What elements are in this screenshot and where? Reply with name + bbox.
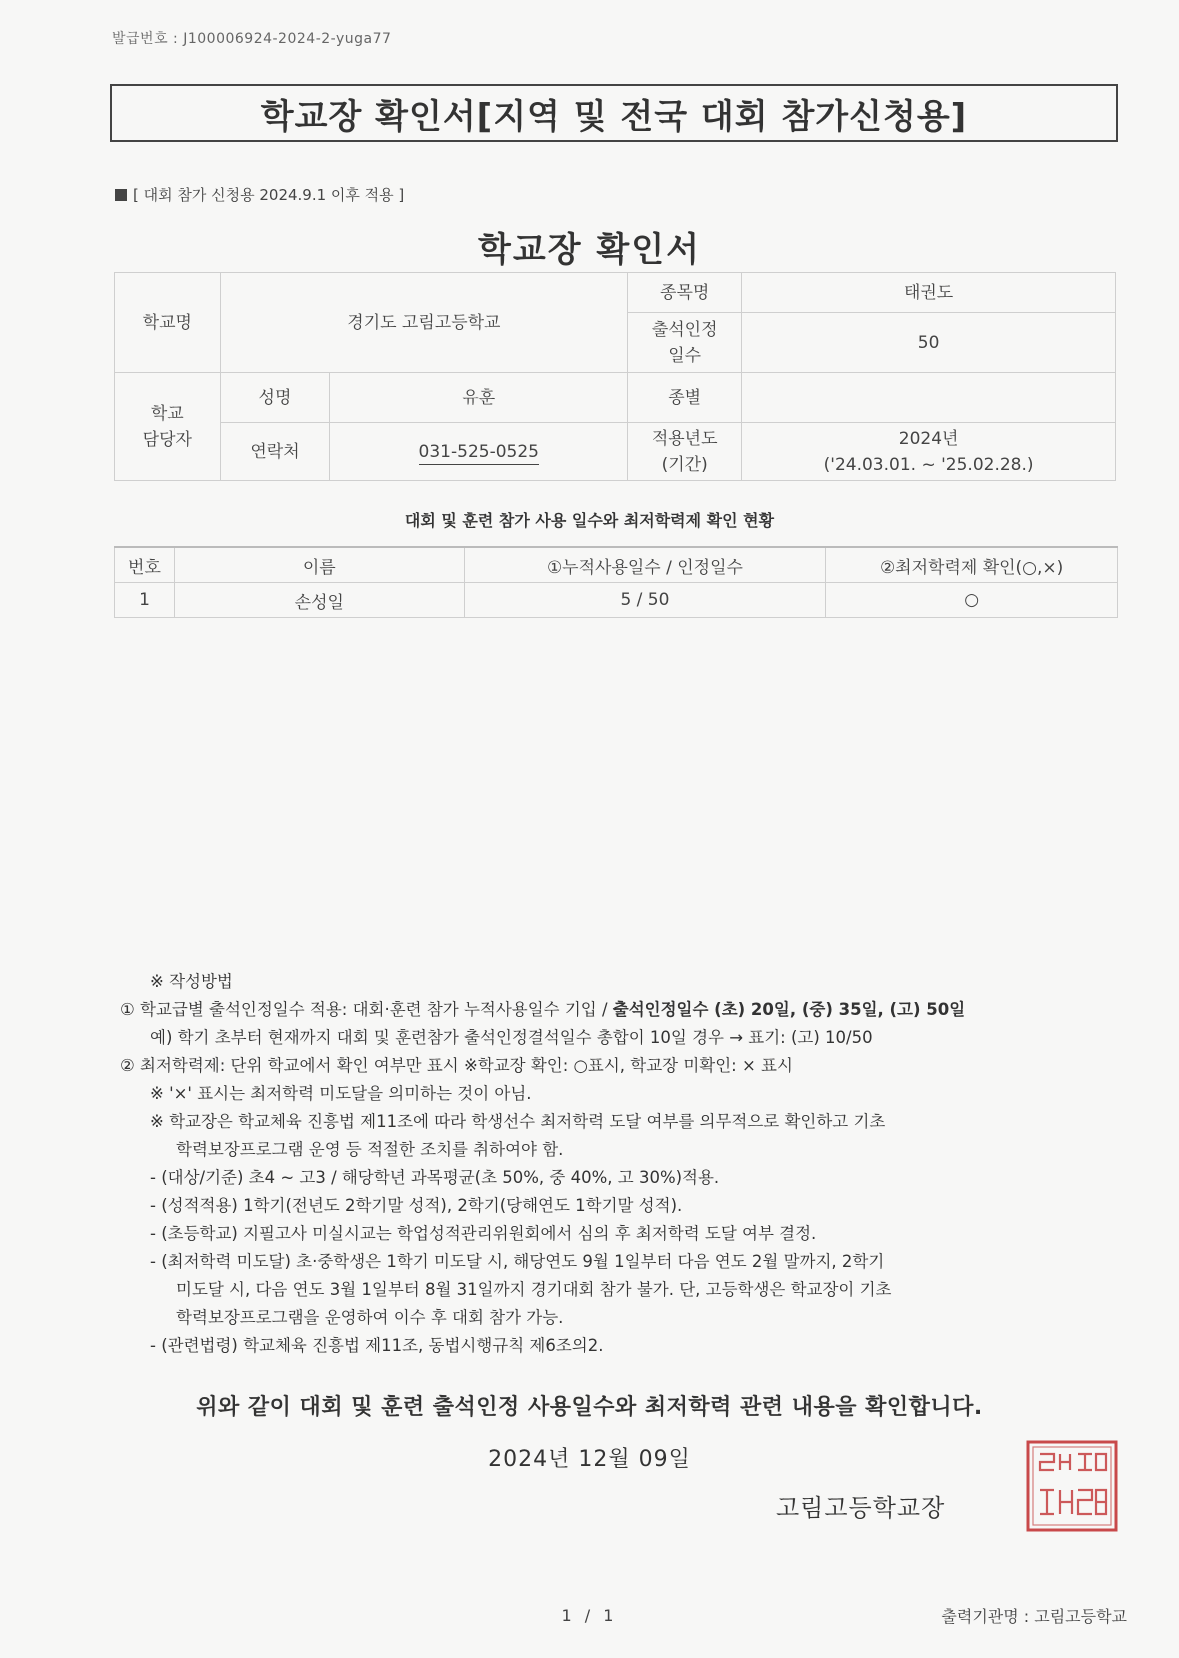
- instructions-heading: ※ 작성방법: [150, 972, 233, 991]
- period-range: ('24.03.01. ~ '25.02.28.): [823, 454, 1034, 475]
- row-days: 5 / 50: [464, 583, 826, 618]
- school-seal-stamp: [1024, 1438, 1120, 1534]
- info-table: [114, 272, 1116, 481]
- confirmation-statement: 위와 같이 대회 및 훈련 출석인정 사용일수와 최저학력 관련 내용을 확인합니다.: [196, 1395, 983, 1420]
- col-days: ①누적사용일수 / 인정일수: [464, 547, 826, 583]
- period-value: [742, 423, 1116, 481]
- attendance-label-line2: 일수: [668, 345, 702, 366]
- period-label-line2: (기간): [661, 454, 708, 475]
- attendance-label: [628, 313, 742, 373]
- instructions: [120, 968, 1130, 1360]
- period-year: 2024년: [898, 428, 959, 449]
- instruction-line: [120, 996, 1130, 1024]
- manager-label-line1: 학교: [150, 403, 184, 424]
- printing-institution: 출력기관명 : 고림고등학교: [941, 1607, 1127, 1626]
- manager-label: [115, 373, 221, 481]
- period-label-line1: 적용년도: [651, 428, 718, 449]
- instruction-line: - (최저학력 미도달) 초·중학생은 1학기 미도달 시, 해당연도 9월 1일부터 다음 연도 2월 말까지, 2학기: [150, 1252, 885, 1271]
- school-label: 학교명: [115, 273, 221, 373]
- name-label: 성명: [220, 373, 330, 423]
- usage-note-text: [ 대회 참가 신청용 2024.9.1 이후 적용 ]: [133, 186, 405, 204]
- status-header-row: [115, 547, 1118, 583]
- attendance-value: 50: [742, 313, 1116, 373]
- row-name: 손성일: [174, 583, 464, 618]
- usage-note: [115, 184, 404, 205]
- contact-label: 연락처: [220, 423, 330, 481]
- col-check: ②최저학력제 확인(○,×): [826, 547, 1118, 583]
- principal-name: 고림고등학교장: [776, 1494, 946, 1522]
- col-number: 번호: [115, 547, 175, 583]
- contact-value: 031-525-0525: [419, 442, 539, 465]
- instruction-l1a: ① 학교급별 출석인정일수 적용: 대회·훈련 참가 누적사용일수 기입 /: [120, 1000, 613, 1019]
- square-bullet-icon: [115, 189, 127, 201]
- instruction-line: - (대상/기준) 초4 ~ 고3 / 해당학년 과목평균(초 50%, 중 40%, 고 30%)적용.: [150, 1168, 720, 1187]
- sport-label: 종목명: [628, 273, 742, 313]
- category-value: [742, 373, 1116, 423]
- name-value: 유훈: [330, 373, 628, 423]
- category-label: 종별: [628, 373, 742, 423]
- instruction-line: 예) 학기 초부터 현재까지 대회 및 훈련참가 출석인정결석일수 총합이 10일 경우 → 표기: (고) 10/50: [150, 1028, 873, 1047]
- row-check: ○: [826, 583, 1118, 618]
- main-title: 학교장 확인서: [478, 230, 701, 270]
- instruction-line: - (성적적용) 1학기(전년도 2학기말 성적), 2학기(당해연도 1학기말 성적).: [150, 1196, 683, 1215]
- page-number: 1 / 1: [561, 1606, 618, 1625]
- period-label: [628, 423, 742, 481]
- sport-value: 태권도: [742, 273, 1116, 313]
- row-number: 1: [115, 583, 175, 618]
- instruction-line: - (관련법령) 학교체육 진흥법 제11조, 동법시행규칙 제6조의2.: [150, 1336, 604, 1355]
- col-name: 이름: [174, 547, 464, 583]
- instruction-line: 학력보장프로그램 운영 등 적절한 조치를 취하여야 함.: [176, 1140, 564, 1159]
- document-title-box: 학교장 확인서[지역 및 전국 대회 참가신청용]: [110, 84, 1118, 142]
- school-value: 경기도 고림고등학교: [220, 273, 628, 373]
- contact-value-cell: [330, 423, 628, 481]
- instruction-line: ② 최저학력제: 단위 학교에서 확인 여부만 표시 ※학교장 확인: ○표시, 학교장 미확인: × 표시: [120, 1056, 793, 1075]
- issue-number: 발급번호 : J100006924-2024-2-yuga77: [112, 31, 392, 47]
- issue-date: 2024년 12월 09일: [488, 1447, 691, 1472]
- instruction-line: ※ 학교장은 학교체육 진흥법 제11조에 따라 학생선수 최저학력 도달 여부를 의무적으로 확인하고 기초: [150, 1112, 886, 1131]
- status-section-title: 대회 및 훈련 참가 사용 일수와 최저학력제 확인 현황: [404, 511, 775, 530]
- instruction-line: 학력보장프로그램을 운영하여 이수 후 대회 참가 가능.: [176, 1308, 564, 1327]
- status-table: [114, 546, 1118, 618]
- instruction-l1b: 출석인정일수 (초) 20일, (중) 35일, (고) 50일: [612, 1000, 966, 1019]
- instruction-line: ※ '×' 표시는 최저학력 미도달을 의미하는 것이 아님.: [150, 1084, 532, 1103]
- table-row: [115, 583, 1118, 618]
- attendance-label-line1: 출석인정: [651, 319, 718, 340]
- instruction-line: 미도달 시, 다음 연도 3월 1일부터 8월 31일까지 경기대회 참가 불가. 단, 고등학생은 학교장이 기초: [176, 1280, 892, 1299]
- manager-label-line2: 담당자: [142, 429, 192, 450]
- instruction-line: - (초등학교) 지필고사 미실시교는 학업성적관리위원회에서 심의 후 최저학력 도달 여부 결정.: [150, 1224, 817, 1243]
